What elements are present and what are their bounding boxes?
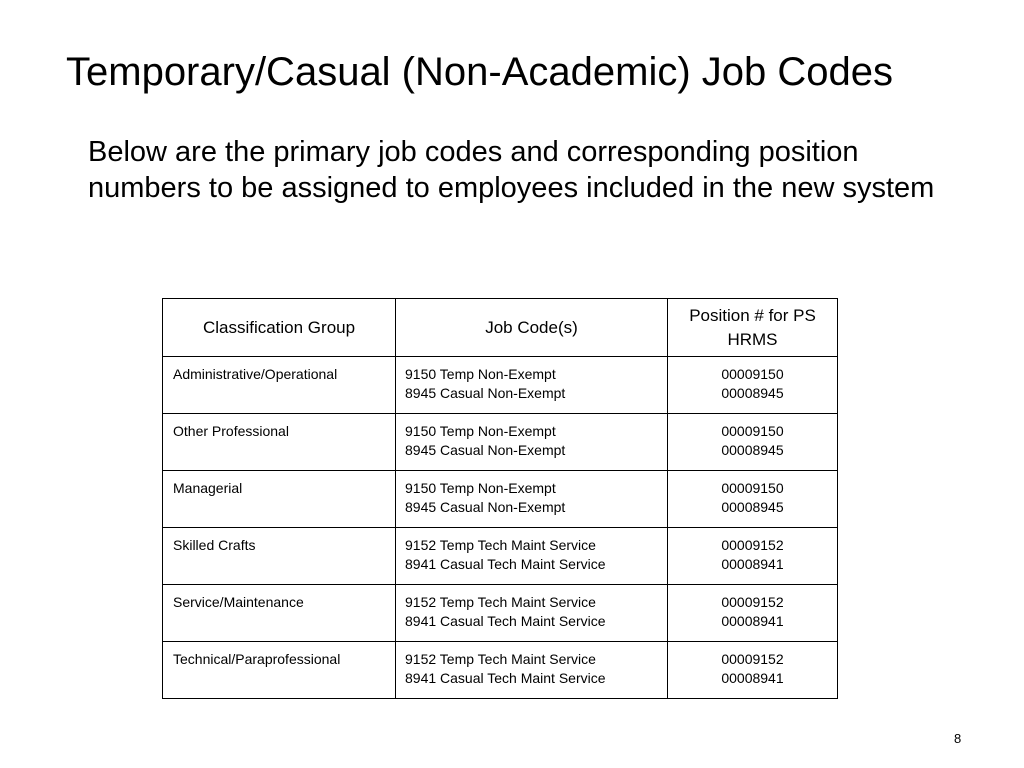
job-code: 9150 Temp Non-Exempt <box>405 423 556 439</box>
job-code: 9152 Temp Tech Maint Service <box>405 651 596 667</box>
job-code: 9152 Temp Tech Maint Service <box>405 594 596 610</box>
job-codes-cell <box>396 414 668 471</box>
header-classification-group: Classification Group <box>163 299 396 357</box>
intro-text: Below are the primary job codes and corresponding position numbers to be assigned to employees included in the new system <box>88 136 935 204</box>
job-code: 9152 Temp Tech Maint Service <box>405 537 596 553</box>
job-code: 9150 Temp Non-Exempt <box>405 366 556 382</box>
job-codes-cell <box>396 585 668 642</box>
position-number: 00009150 <box>721 423 784 439</box>
table-header-row <box>163 299 838 357</box>
header-job-codes: Job Code(s) <box>396 299 668 357</box>
position-number: 00009152 <box>721 594 784 610</box>
job-code: 8945 Casual Non-Exempt <box>405 385 566 401</box>
position-number-cell <box>668 642 838 699</box>
job-code: 8941 Casual Tech Maint Service <box>405 670 606 686</box>
job-codes-cell <box>396 642 668 699</box>
classification-group-cell: Service/Maintenance <box>163 585 396 642</box>
job-code: 9150 Temp Non-Exempt <box>405 480 556 496</box>
position-number: 00009150 <box>721 480 784 496</box>
job-codes-cell <box>396 471 668 528</box>
position-number: 00009152 <box>721 651 784 667</box>
position-number-cell <box>668 414 838 471</box>
slide-title: Temporary/Casual (Non-Academic) Job Codes <box>66 50 893 94</box>
position-number: 00008945 <box>721 385 784 401</box>
classification-group-cell: Skilled Crafts <box>163 528 396 585</box>
position-number: 00009150 <box>721 366 784 382</box>
table-row <box>163 414 838 471</box>
classification-group-cell: Administrative/Operational <box>163 357 396 414</box>
job-codes-cell <box>396 357 668 414</box>
table-row <box>163 528 838 585</box>
job-code: 8945 Casual Non-Exempt <box>405 499 566 515</box>
position-number-cell <box>668 528 838 585</box>
position-number-cell <box>668 585 838 642</box>
table-row <box>163 642 838 699</box>
position-number-cell <box>668 471 838 528</box>
job-codes-table <box>162 298 838 699</box>
header-position-number: Position # for PS HRMS <box>668 299 838 357</box>
job-code: 8941 Casual Tech Maint Service <box>405 556 606 572</box>
job-codes-cell <box>396 528 668 585</box>
position-number: 00008941 <box>721 556 784 572</box>
job-code: 8941 Casual Tech Maint Service <box>405 613 606 629</box>
classification-group-cell: Technical/Paraprofessional <box>163 642 396 699</box>
position-number: 00009152 <box>721 537 784 553</box>
table-row <box>163 585 838 642</box>
position-number-cell <box>668 357 838 414</box>
classification-group-cell: Managerial <box>163 471 396 528</box>
position-number: 00008941 <box>721 613 784 629</box>
position-number: 00008945 <box>721 442 784 458</box>
classification-group-cell: Other Professional <box>163 414 396 471</box>
position-number: 00008945 <box>721 499 784 515</box>
job-code: 8945 Casual Non-Exempt <box>405 442 566 458</box>
position-number: 00008941 <box>721 670 784 686</box>
page-number: 8 <box>954 731 962 746</box>
table-row <box>163 471 838 528</box>
table-row <box>163 357 838 414</box>
